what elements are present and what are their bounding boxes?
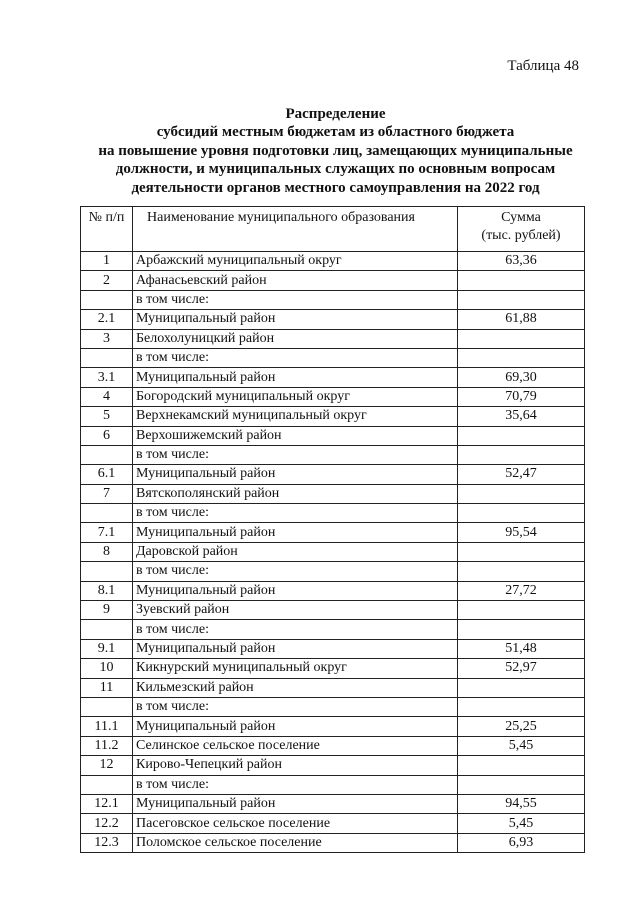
row-number-cell: 4 [81, 387, 133, 406]
table-row [81, 504, 585, 523]
row-name-cell: Пасеговское сельское поселение [133, 814, 458, 833]
row-name-cell: Поломское сельское поселение [133, 833, 458, 852]
row-number-cell: 8 [81, 542, 133, 561]
row-name-cell: Зуевский район [133, 601, 458, 620]
row-number-cell: 10 [81, 659, 133, 678]
row-number-cell: 12.2 [81, 814, 133, 833]
row-sum-cell: 51,48 [458, 639, 585, 658]
row-sum-cell: 5,45 [458, 814, 585, 833]
table-row [81, 407, 585, 426]
table-row [81, 736, 585, 755]
row-name-cell: в том числе: [133, 348, 458, 367]
document-title [60, 105, 611, 197]
row-name-cell: Муниципальный район [133, 310, 458, 329]
table-row [81, 387, 585, 406]
row-name-cell: Муниципальный район [133, 794, 458, 813]
row-name-cell: в том числе: [133, 445, 458, 464]
row-name-cell: Муниципальный район [133, 639, 458, 658]
row-sum-cell [458, 756, 585, 775]
row-number-cell: 11.2 [81, 736, 133, 755]
header-sum-line1: Сумма [501, 210, 541, 225]
row-name-cell: в том числе: [133, 697, 458, 716]
row-sum-cell [458, 697, 585, 716]
row-number-cell [81, 290, 133, 309]
row-sum-cell [458, 504, 585, 523]
row-sum-cell [458, 620, 585, 639]
table-row [81, 659, 585, 678]
title-line: должности, и муниципальных служащих по основным вопросам [115, 161, 556, 178]
row-name-cell: в том числе: [133, 620, 458, 639]
table-row [81, 581, 585, 600]
table-row [81, 601, 585, 620]
row-sum-cell [458, 426, 585, 445]
title-line: субсидий местным бюджетам из областного бюджета [156, 124, 515, 141]
table-row [81, 271, 585, 290]
row-sum-cell [458, 290, 585, 309]
row-sum-cell: 69,30 [458, 368, 585, 387]
table-header-row [81, 207, 585, 252]
row-sum-cell: 27,72 [458, 581, 585, 600]
row-number-cell: 6.1 [81, 465, 133, 484]
table-row [81, 484, 585, 503]
row-sum-cell [458, 562, 585, 581]
row-sum-cell [458, 484, 585, 503]
table-row [81, 833, 585, 852]
table-row [81, 329, 585, 348]
row-sum-cell [458, 542, 585, 561]
table-row [81, 794, 585, 813]
table-row [81, 426, 585, 445]
row-name-cell: Верхнекамский муниципальный округ [133, 407, 458, 426]
row-number-cell [81, 348, 133, 367]
row-number-cell [81, 445, 133, 464]
subsidy-table [80, 206, 585, 853]
row-name-cell: Кикнурский муниципальный округ [133, 659, 458, 678]
row-name-cell: в том числе: [133, 504, 458, 523]
table-row [81, 756, 585, 775]
row-number-cell [81, 620, 133, 639]
row-name-cell: в том числе: [133, 290, 458, 309]
header-name: Наименование муниципального образования [133, 207, 458, 252]
row-sum-cell [458, 348, 585, 367]
title-line: Распределение [285, 106, 386, 122]
row-name-cell: в том числе: [133, 775, 458, 794]
row-sum-cell: 52,97 [458, 659, 585, 678]
row-sum-cell [458, 775, 585, 794]
table-row [81, 465, 585, 484]
row-name-cell: Кильмезский район [133, 678, 458, 697]
table-row [81, 523, 585, 542]
row-number-cell [81, 562, 133, 581]
row-name-cell: Муниципальный район [133, 581, 458, 600]
header-num: № п/п [81, 207, 133, 252]
row-name-cell: Афанасьевский район [133, 271, 458, 290]
table-row [81, 368, 585, 387]
row-name-cell: Муниципальный район [133, 717, 458, 736]
row-name-cell: Муниципальный район [133, 523, 458, 542]
row-sum-cell: 5,45 [458, 736, 585, 755]
table-number-label: Таблица 48 [507, 58, 579, 74]
row-number-cell: 6 [81, 426, 133, 445]
row-sum-cell [458, 271, 585, 290]
row-sum-cell [458, 678, 585, 697]
row-name-cell: в том числе: [133, 562, 458, 581]
row-sum-cell [458, 329, 585, 348]
row-sum-cell: 25,25 [458, 717, 585, 736]
row-name-cell: Богородский муниципальный округ [133, 387, 458, 406]
title-line: на повышение уровня подготовки лиц, замещающих муниципальные [98, 142, 573, 159]
row-number-cell [81, 697, 133, 716]
row-number-cell: 11.1 [81, 717, 133, 736]
row-number-cell: 7.1 [81, 523, 133, 542]
row-name-cell: Вятскополянский район [133, 484, 458, 503]
table-row [81, 348, 585, 367]
row-sum-cell: 52,47 [458, 465, 585, 484]
row-number-cell: 8.1 [81, 581, 133, 600]
header-sum-line2: (тыс. рублей) [481, 228, 561, 243]
table-row [81, 814, 585, 833]
row-name-cell: Кирово-Чепецкий район [133, 756, 458, 775]
table-row [81, 639, 585, 658]
table-row [81, 252, 585, 271]
row-number-cell: 1 [81, 252, 133, 271]
row-number-cell: 3.1 [81, 368, 133, 387]
table-row [81, 290, 585, 309]
row-number-cell: 9.1 [81, 639, 133, 658]
row-sum-cell: 61,88 [458, 310, 585, 329]
row-sum-cell: 70,79 [458, 387, 585, 406]
table-row [81, 775, 585, 794]
table-row [81, 542, 585, 561]
table-body [81, 252, 585, 853]
table-row [81, 445, 585, 464]
row-name-cell: Белохолуницкий район [133, 329, 458, 348]
header-sum [458, 207, 585, 252]
row-sum-cell: 35,64 [458, 407, 585, 426]
row-name-cell: Верхошижемский район [133, 426, 458, 445]
row-number-cell: 12.1 [81, 794, 133, 813]
row-number-cell: 11 [81, 678, 133, 697]
row-number-cell: 2.1 [81, 310, 133, 329]
row-sum-cell [458, 445, 585, 464]
row-sum-cell [458, 601, 585, 620]
table-row [81, 717, 585, 736]
row-number-cell: 12 [81, 756, 133, 775]
row-number-cell: 9 [81, 601, 133, 620]
row-sum-cell: 95,54 [458, 523, 585, 542]
table-row [81, 697, 585, 716]
row-number-cell: 7 [81, 484, 133, 503]
row-name-cell: Даровской район [133, 542, 458, 561]
table-row [81, 620, 585, 639]
row-sum-cell: 63,36 [458, 252, 585, 271]
row-number-cell [81, 504, 133, 523]
row-number-cell: 3 [81, 329, 133, 348]
row-sum-cell: 6,93 [458, 833, 585, 852]
row-name-cell: Муниципальный район [133, 368, 458, 387]
title-line: деятельности органов местного самоуправления на 2022 год [131, 179, 540, 196]
row-number-cell: 2 [81, 271, 133, 290]
row-sum-cell: 94,55 [458, 794, 585, 813]
row-name-cell: Селинское сельское поселение [133, 736, 458, 755]
table-row [81, 678, 585, 697]
row-name-cell: Арбажский муниципальный округ [133, 252, 458, 271]
row-number-cell: 5 [81, 407, 133, 426]
row-number-cell [81, 775, 133, 794]
row-number-cell: 12.3 [81, 833, 133, 852]
table-row [81, 562, 585, 581]
table-row [81, 310, 585, 329]
row-name-cell: Муниципальный район [133, 465, 458, 484]
